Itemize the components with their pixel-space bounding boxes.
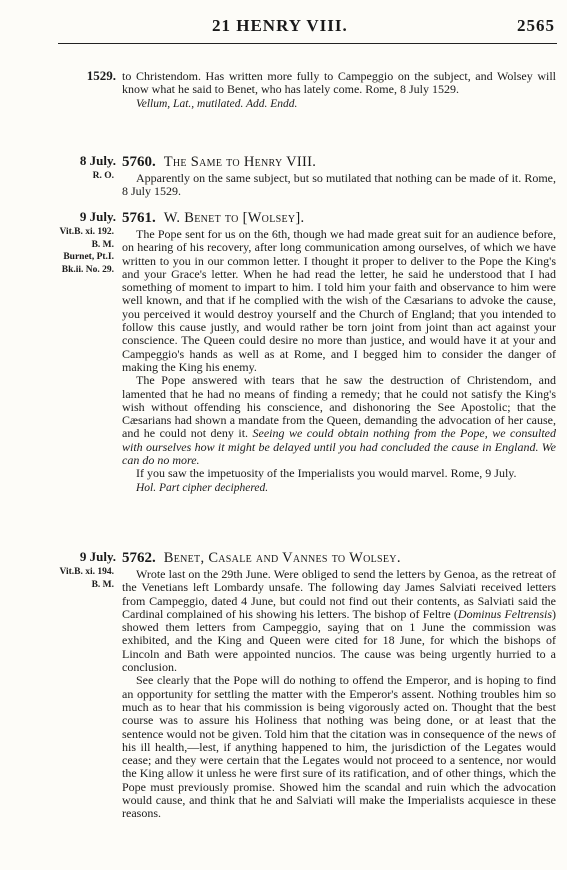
source-note: Hol. Part cipher deciphered. [136, 481, 269, 494]
margin-year: 1529. [86, 68, 116, 83]
source-note: Vellum, Lat., mutilated. Add. Endd. [136, 97, 298, 110]
margin-date: 8 July. [79, 153, 116, 168]
margin-references [58, 566, 114, 591]
latin-term: Dominus Feltrensis [457, 606, 552, 621]
page-number: 2565 [517, 16, 555, 35]
entry-number: 5760. [122, 154, 156, 170]
margin-ref: R. O. [92, 171, 114, 181]
entry-paragraph: See clearly that the Pope will do nothing to offend the Emperor, and is hoping to find an opportunity for settling the matter with the Emperor's assent. Nothing troubles him so much as to hear that his commission is being vigorously acted on. Thought that the best course was to assure his Holiness that nothing was being done, or at least that the sentence would not be given. Told him that the citation was in consequence of the news of his ill health,—lest, if anything happened to him, the jurisdiction of the Legates would cease; and they were certain that the Legates would not proceed to a sentence, nor would the King allow it unless he were first sure of its ratification, and of other things, which the Pope must previously promise. Showed him the scandal and ruin which the advocation would cause, and think that he and Salviati will make the Imperialists acquiesce in these reasons. [122, 673, 556, 821]
page-header [0, 16, 567, 40]
entry-number: 5761. [122, 210, 156, 226]
margin-references [58, 226, 114, 276]
entry-paragraph [122, 568, 556, 674]
entry-paragraph: If you saw the impetuosity of the Imperialists you would marvel. Rome, 9 July. [136, 466, 517, 481]
margin-ref: Burnet, Pt.I. [63, 252, 114, 262]
margin-date: 9 July. [79, 549, 116, 564]
entry-paragraph: to Christendom. Has written more fully to Campeggio on the subject, and Wolsey will know what he said to Benet, who has lately come. Rome, 8 July 1529. [122, 69, 556, 97]
margin-ref: B. M. [91, 579, 114, 590]
entry-paragraph: The Pope sent for us on the 6th, though we had made great suit for an audience before, on hearing of his recovery, after long communication among ourselves, of which we have written to you in our common letter. I thought it proper to deliver to the Pope the King's and your Grace's letter. When he had read the letter, he said he understood that I had something of moment to impart to him. I told him your faith and observance to him were well known, and that if he complied with the wish of the Cæsarians to advoke the cause, you perceived it would destroy yourself and the Church of England; that you intended to follow this cause justly, and would rather be torn joint from joint than act against your conscience. The Queen could desire no more than justice, and would have it at your and Campeggio's hands as well as at Rome, and I begged him to consider the danger of making the King his enemy. [122, 227, 556, 374]
margin-references [58, 170, 114, 183]
entry-body [122, 549, 556, 821]
cipher-passage: Seeing we could obtain nothing from the Pope, we consulted with ourselves how it might be delayed until you had concluded the cause in England. We can do no more. [122, 426, 556, 468]
header-rule [58, 43, 557, 44]
margin-ref: Vit.B. xi. 192. [59, 227, 114, 237]
entry-title: Benet, Casale and Vannes to Wolsey. [163, 550, 401, 566]
entry-heading [122, 209, 556, 227]
paragraph-text: ) showed them letters from Campeggio, saying that on 1 June the commission was exhibited, and the King and Queen were cited for 18 June, for which the bishops of Lincoln and Bath were appointed nuncios. The cause was being urgently hurried to a conclusion. [122, 606, 556, 675]
entry-body [122, 209, 556, 495]
entry-body [122, 153, 556, 199]
entry-number: 5762. [122, 550, 156, 566]
margin-date: 9 July. [79, 209, 116, 224]
margin-ref: B. M. [91, 239, 114, 250]
margin-ref: Vit.B. xi. 194. [59, 567, 114, 577]
margin-ref: Bk.ii. No. 29. [61, 264, 114, 275]
entry-title: The Same to Henry VIII. [163, 154, 317, 170]
entry-body [122, 70, 556, 111]
entry-heading [122, 549, 556, 567]
paragraph-text: The Pope answered with tears that he saw the destruction of Christendom, and lamented that he had no means of finding a remedy; that he could not satisfy the King's wish without offending his conscience, and dishonoring the See Apostolic; that the Cæsarians had shown a mandate from the Queen, demanding the advocation of her cause, and he could not deny it. [122, 373, 556, 441]
paragraph-text: Wrote last on the 29th June. Were obliged to send the letters by Genoa, as the retreat of the Venetians left Lombardy unsafe. The following day James Salviati received letters from Campeggio, dated 4 June, but could not find out their contents, as Salviati said the Cardinal complained of his showing his letters. The bishop of Feltre ( [122, 567, 556, 621]
entry-heading [122, 153, 556, 171]
running-head: 21 HENRY VIII. [212, 16, 348, 35]
entry-paragraph [122, 374, 556, 467]
entry-paragraph: Apparently on the same subject, but so mutilated that nothing can be made of it. Rome, 8 July 1529. [122, 171, 556, 199]
entry-title: W. Benet to [Wolsey]. [163, 210, 305, 226]
